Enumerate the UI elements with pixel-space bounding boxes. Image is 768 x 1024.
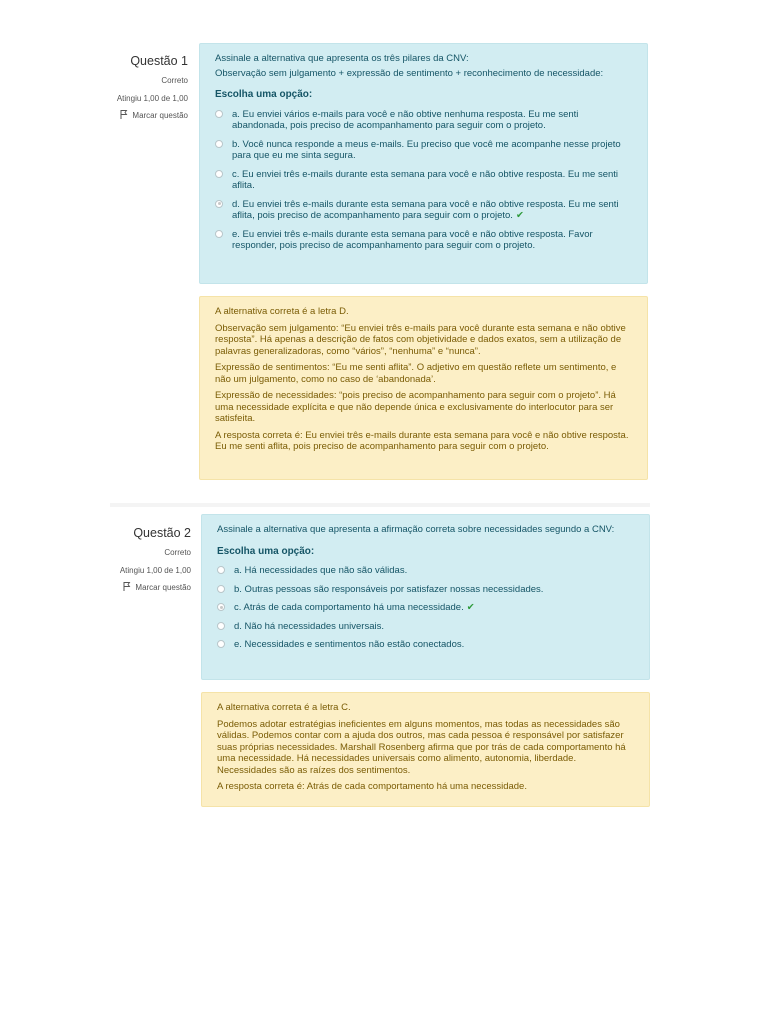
feedback-line: Podemos adotar estratégias ineficientes em alguns momentos, mas todas as necessidades são válidas. Podemos contar com a ajuda dos outros, mas cada pessoa é responsável por satisfazer suas próprias necessidades. Marshall Rosenberg afirma que por trás de cada comportamento há uma necessidade. Há necessidades universais como alimento, autonomia, liberdade. Necessidades são as raízes dos sentimentos. xyxy=(217,718,626,776)
feedback-line: A alternativa correta é a letra C. xyxy=(217,702,351,713)
question-1-status: Correto xyxy=(161,76,188,85)
question-1-prompt: Assinale a alternativa que apresenta os três pilares da CNV: xyxy=(215,53,469,64)
flag-icon xyxy=(120,110,128,121)
question-2-option-d[interactable] xyxy=(217,621,634,633)
divider xyxy=(110,503,650,507)
option-text: d. Não há necessidades universais. xyxy=(234,620,384,632)
correct-check-icon: ✔ xyxy=(466,602,475,613)
radio-b[interactable] xyxy=(215,140,223,148)
option-text: a. Eu enviei vários e-mails para você e não obtive nenhuma resposta. Eu me senti abandonada, pois preciso de acompanhamento para seguir com o projeto. xyxy=(232,108,579,131)
option-text: a. Há necessidades que não são válidas. xyxy=(234,565,408,576)
correct-check-icon: ✔ xyxy=(515,210,524,221)
option-text: c. Atrás de cada comportamento há uma necessidade. xyxy=(234,602,464,613)
feedback-line: A resposta correta é: Atrás de cada comportamento há uma necessidade. xyxy=(217,781,527,792)
question-2-option-b[interactable] xyxy=(217,584,634,596)
radio-c[interactable] xyxy=(217,603,225,611)
option-text: c. Eu enviei três e-mails durante esta semana para você e não obtive resposta. Eu me senti aflita. xyxy=(232,168,619,191)
question-1-info xyxy=(78,54,188,121)
question-1-title: Questão 1 xyxy=(130,54,188,68)
question-2-info xyxy=(81,526,191,593)
question-1-choose-label: Escolha uma opção: xyxy=(215,89,313,100)
feedback-line: Observação sem julgamento: “Eu enviei três e-mails para você durante esta semana e não obtive resposta”. Há apenas a descrição de fatos com objetividade e dados exatos, sem a utilização de palavras generalizadoras, como “vários”, “nenhuma” e “nunca”. xyxy=(215,322,626,357)
flag-question-2[interactable] xyxy=(81,582,191,593)
question-1-feedback xyxy=(199,296,648,480)
question-2-feedback xyxy=(201,692,650,807)
question-2-content xyxy=(201,514,650,680)
question-1-content xyxy=(199,43,648,284)
question-1-option-e[interactable] xyxy=(215,229,632,252)
question-2-title: Questão 2 xyxy=(133,526,191,540)
question-1-grade: Atingiu 1,00 de 1,00 xyxy=(116,94,188,103)
radio-e[interactable] xyxy=(215,230,223,238)
question-1-option-b[interactable] xyxy=(215,139,632,162)
question-2-choose-label: Escolha uma opção: xyxy=(217,545,315,557)
question-2-option-a[interactable] xyxy=(217,565,634,577)
radio-e[interactable] xyxy=(217,640,225,648)
flag-question-2-label: Marcar questão xyxy=(135,583,191,592)
question-2-grade: Atingiu 1,00 de 1,00 xyxy=(119,566,191,575)
question-2-status: Correto xyxy=(164,548,191,557)
flag-icon xyxy=(123,582,131,593)
question-1-subprompt: Observação sem julgamento + expressão de sentimento + reconhecimento de necessidade: xyxy=(215,67,604,79)
option-text: d. Eu enviei três e-mails durante esta semana para você e não obtive resposta. Eu me senti aflita, pois preciso de acompanhamento para seguir com o projeto. xyxy=(232,198,619,221)
option-text: b. Você nunca responde a meus e-mails. Eu preciso que você me acompanhe nesse projeto para que eu me sinta segura. xyxy=(232,138,621,161)
radio-c[interactable] xyxy=(215,170,223,178)
flag-question-1[interactable] xyxy=(78,110,188,121)
question-1-option-d[interactable] xyxy=(215,199,632,222)
question-2-option-e[interactable] xyxy=(217,639,634,651)
feedback-line: A alternativa correta é a letra D. xyxy=(215,306,349,317)
question-2-option-c[interactable] xyxy=(217,602,634,614)
option-text: e. Eu enviei três e-mails durante esta semana para você e não obtive resposta. Favor responder, pois preciso de acompanhamento para seguir com o projeto. xyxy=(232,228,593,251)
question-1-option-c[interactable] xyxy=(215,169,632,192)
feedback-line: Expressão de sentimentos: “Eu me senti aflita”. O adjetivo em questão reflete um sentimento, e não um julgamento, como no caso de ‘abandonada’. xyxy=(215,362,617,385)
flag-question-1-label: Marcar questão xyxy=(132,111,188,120)
option-text: e. Necessidades e sentimentos não estão conectados. xyxy=(234,639,465,650)
feedback-line: Expressão de necessidades: “pois preciso de acompanhamento para seguir com o projeto”. Há uma necessidade explícita e que não depende única e exclusivamente do interlocutor para ser satisfeita. xyxy=(215,390,616,424)
radio-a[interactable] xyxy=(215,110,223,118)
radio-a[interactable] xyxy=(217,566,225,574)
radio-d[interactable] xyxy=(215,200,223,208)
question-2-prompt: Assinale a alternativa que apresenta a afirmação correta sobre necessidades segundo a CNV: xyxy=(217,524,615,535)
feedback-line: A resposta correta é: Eu enviei três e-mails durante esta semana para você e não obtive resposta. Eu me senti aflita, pois preciso de acompanhamento para seguir com o projeto. xyxy=(215,429,629,452)
radio-d[interactable] xyxy=(217,622,225,630)
option-text: b. Outras pessoas são responsáveis por satisfazer nossas necessidades. xyxy=(234,583,544,595)
question-1-option-a[interactable] xyxy=(215,109,632,132)
radio-b[interactable] xyxy=(217,585,225,593)
